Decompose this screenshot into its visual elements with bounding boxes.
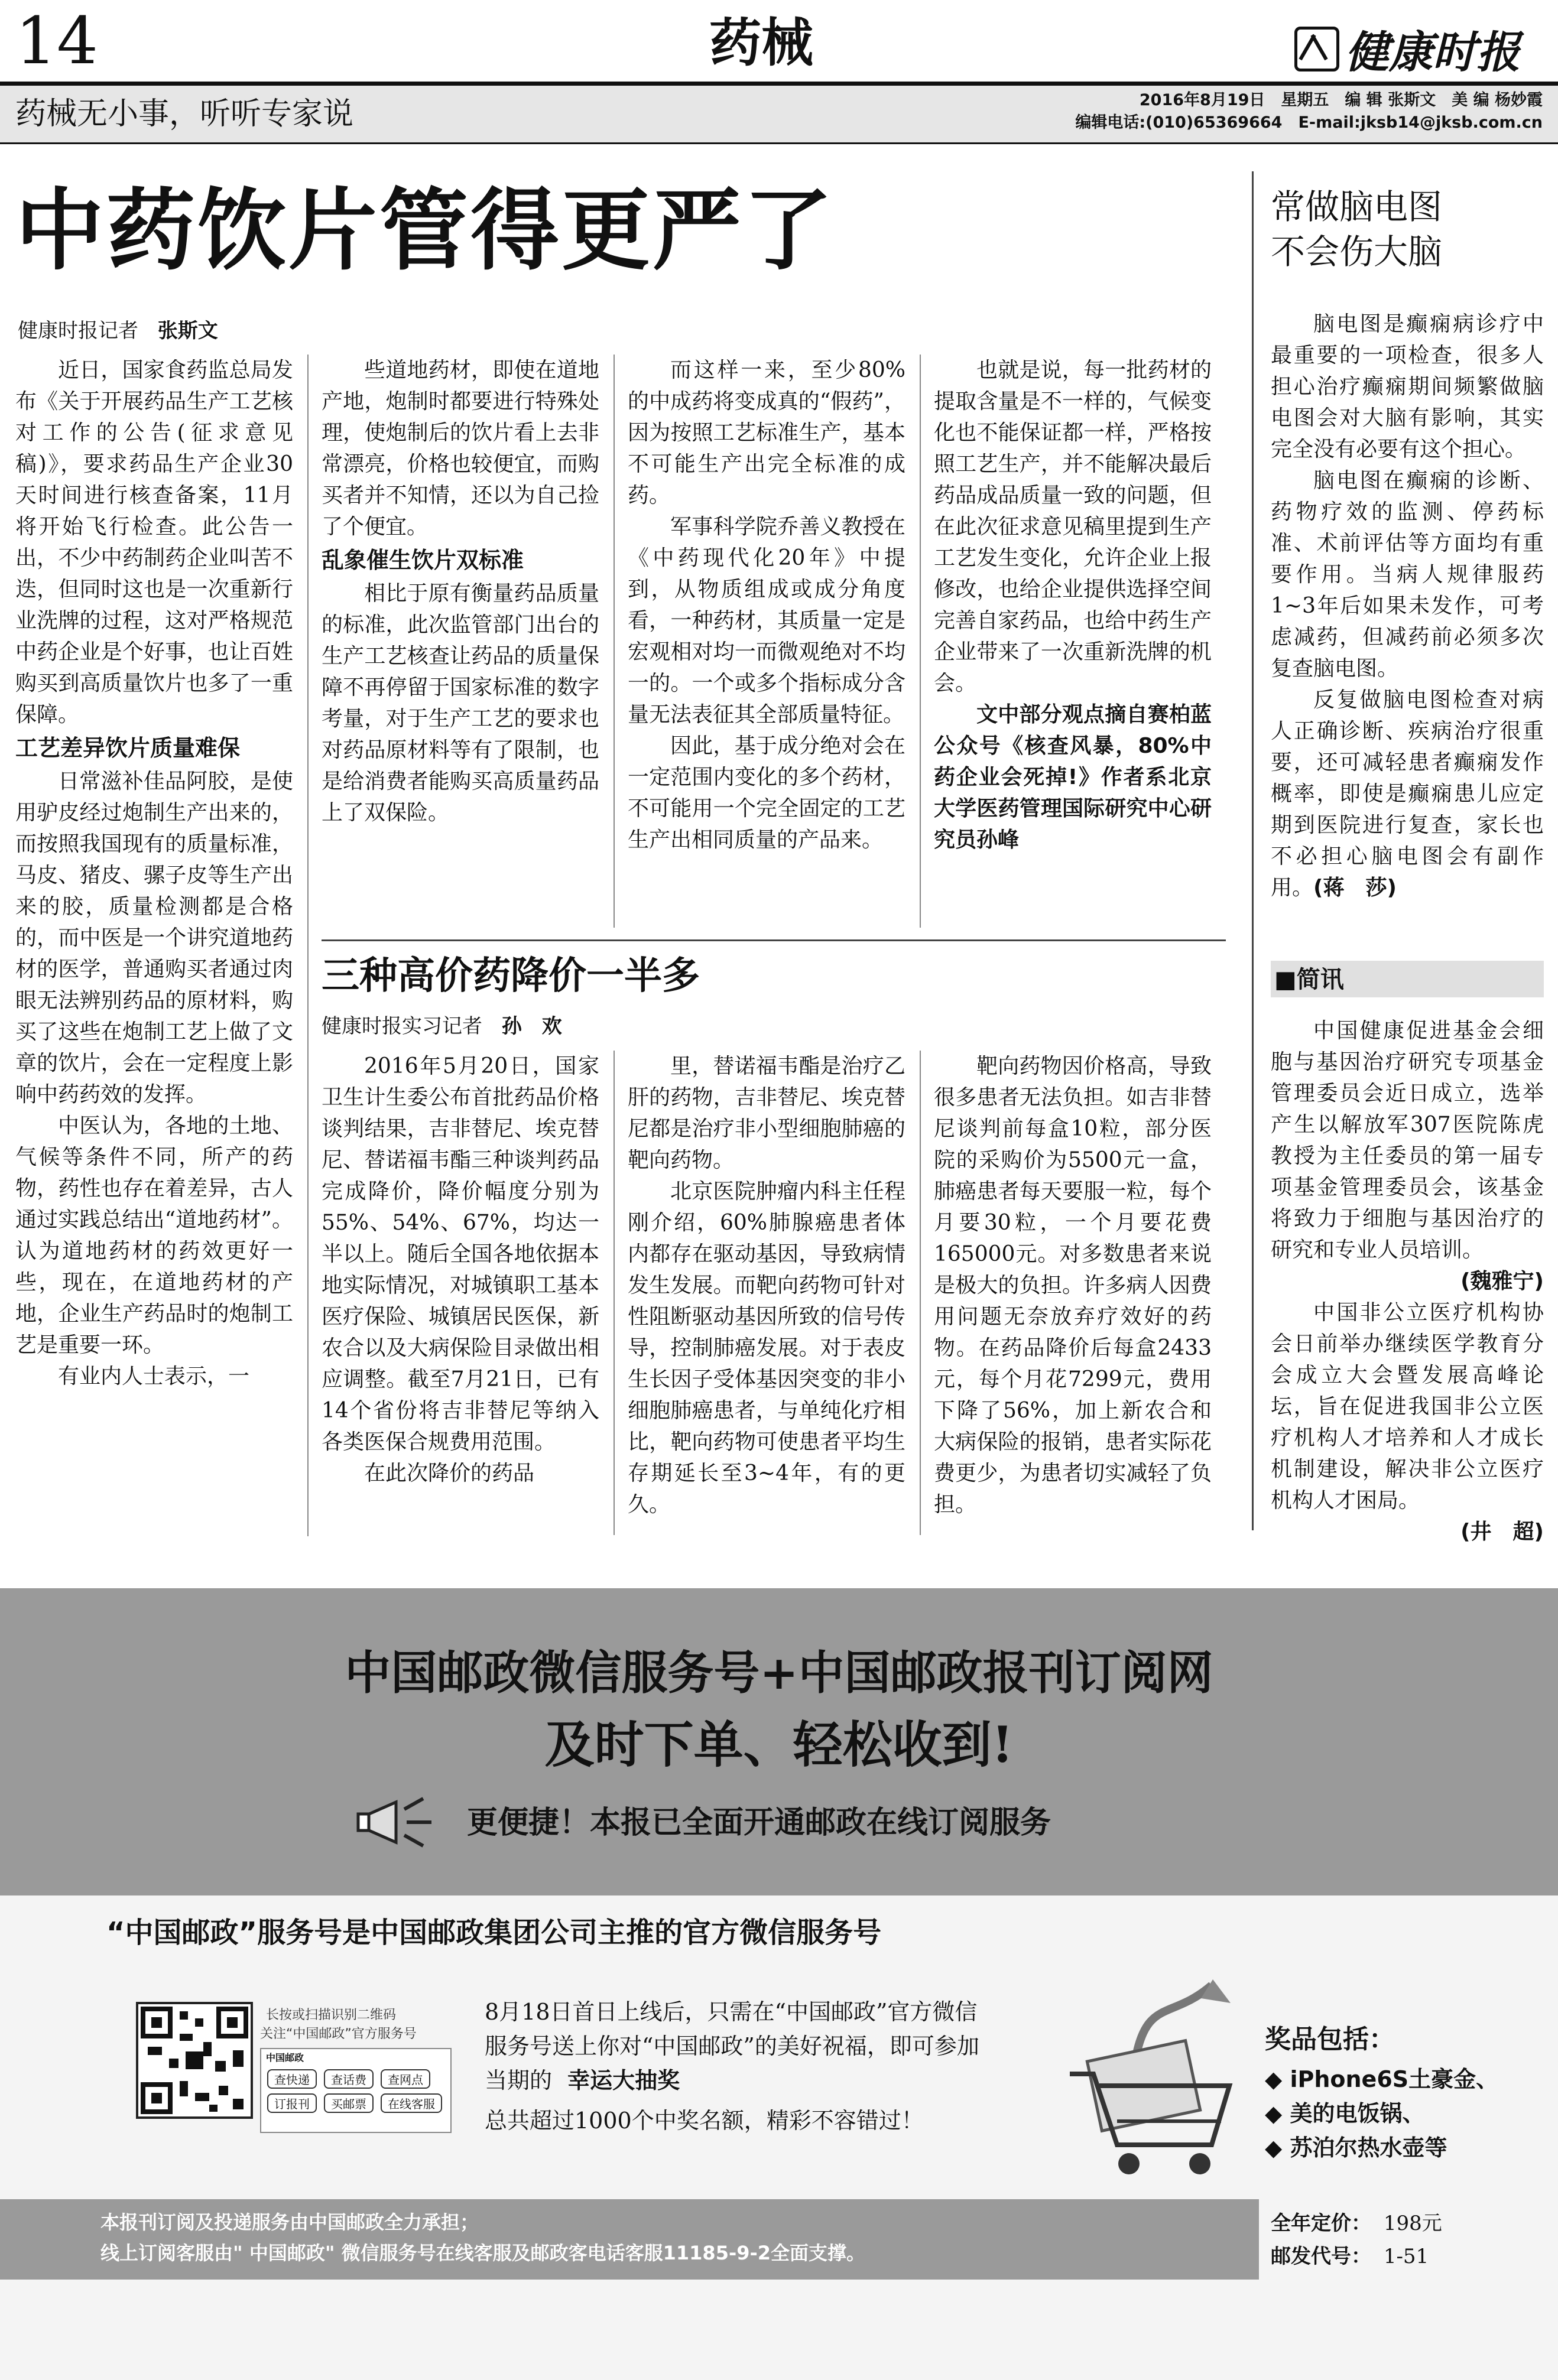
lead-subhead-1: 工艺差异饮片质量难保 bbox=[15, 735, 241, 761]
price-value: 198元 bbox=[1383, 2212, 1442, 2235]
lead-paragraph: 军事科学院乔善义教授在《中药现代化20年》中提到，从物质组成或成分角度看，一种药材，其质量一定是宏观相对均一而微观绝对不均一的。一个或多个指标成分含量无法表征其全部质量特征。 bbox=[628, 515, 905, 727]
diamond-bullet-icon: ◆ bbox=[1265, 2101, 1290, 2127]
lead-source-note: 文中部分观点摘自赛柏蓝公众号《核查风暴，80%中药企业会死掉!》作者系北京大学医药管理国际研究中心研究员孙峰 bbox=[934, 703, 1212, 852]
ad-headline-2: 及时下单、轻松收到! bbox=[544, 1715, 1014, 1774]
postal-code-value: 1-51 bbox=[1383, 2245, 1429, 2268]
second-byline-role: 健康时报实习记者 bbox=[322, 1015, 482, 1038]
lead-paragraph: 有业内人士表示，一 bbox=[58, 1364, 250, 1389]
menu-item[interactable]: 查话费 bbox=[324, 2069, 374, 2089]
brief-paragraph: 中国健康促进基金会细胞与基因治疗研究专项基金管理委员会近日成立，选举产生以解放军307医院陈虎教授为主任委员的第一届专项基金管理委员会，该基金将致力于细胞与基因治疗的研究和专业人员培训。 bbox=[1271, 1019, 1544, 1262]
newspaper-logo bbox=[1294, 18, 1520, 80]
column-divider bbox=[920, 1051, 921, 1535]
ad-footer-line-2: 线上订阅客服由" 中国邮政" 微信服务号在线客服及邮政客电话客服11185-9-2全面支撑。 bbox=[100, 2242, 866, 2264]
qr-caption-2: 关注“中国邮政”官方服务号 bbox=[260, 2027, 417, 2041]
lead-headline: 中药饮片管得更严了 bbox=[15, 178, 835, 282]
ad-headline-1: 中国邮政微信服务号+中国邮政报刊订阅网 bbox=[345, 1646, 1213, 1700]
lead-paragraph: 近日，国家食药监总局发布《关于开展药品生产工艺核对工作的公告(征求意见稿)》，要求药品生产企业30天时间进行核查备案，11月将开始飞行检查。此公告一出，不少中药制药企业叫苦不迭，但同时这也是一次重新行业洗牌的过程，这对严格规范中药企业是个好事，也让百姓购买到高质量饮片也多了一重保障。 bbox=[15, 358, 293, 727]
sidebar-headline bbox=[1271, 184, 1442, 274]
sidebar-column bbox=[1271, 308, 1544, 903]
second-paragraph: 里，替诺福韦酯是治疗乙肝的药物，吉非替尼、埃克替尼都是治疗非小型细胞肺癌的靶向药物。 bbox=[628, 1054, 905, 1172]
post-logo: 中国邮政 bbox=[266, 2052, 304, 2063]
sidebar-headline-line2: 不会伤大脑 bbox=[1271, 232, 1443, 272]
date-editor-line: 2016年8月19日 星期五 编 辑 张斯文 美 编 杨妙霞 bbox=[1139, 91, 1543, 109]
second-byline-name: 孙 欢 bbox=[501, 1015, 562, 1038]
second-paragraph: 靶向药物因价格高，导致很多患者无法负担。如吉非替尼谈判前每盒10粒，部分医院的采购价为5500元一盒，肺癌患者每天要服一粒，每个月要30粒，一个月要花费165000元。对多数患者来说是极大的负担。许多病人因费用问题无奈放弃疗效好的药物。在药品降价后每盒2433元，每个月花7299元，费用下降了56%，加上新农合和大病保险的报销，患者实际花费更少，为患者切实减轻了负担。 bbox=[934, 1054, 1212, 1517]
sidebar-author: (蒋 莎) bbox=[1313, 876, 1397, 900]
diamond-bullet-icon: ◆ bbox=[1265, 2135, 1290, 2161]
second-headline: 三种高价药降价一半多 bbox=[322, 954, 700, 998]
postal-code-line bbox=[1271, 2241, 1429, 2272]
sidebar-paragraph: 脑电图是癫痫病诊疗中最重要的一项检查，很多人担心治疗癫痫期间频繁做脑电图会对大脑有影响，其实完全没有必要有这个担心。 bbox=[1271, 312, 1544, 461]
logo-emblem-icon bbox=[1294, 27, 1339, 71]
sidebar-divider bbox=[1252, 171, 1254, 1530]
prize-item bbox=[1265, 2096, 1537, 2131]
megaphone-icon bbox=[355, 1790, 443, 1855]
lead-paragraph: 相比于原有衡量药品质量的标准，此次监管部门出台的生产工艺核查让药品的质量保障不再停留于国家标准的数字考量，对于生产工艺的要求也对药品原材料等有了限制，也是给消费者能购买高质量药品上了双保险。 bbox=[322, 581, 599, 825]
lead-paragraph: 而这样一来，至少80%的中成药将变成真的“假药”，因为按照工艺标准生产，基本不可能生产出完全标准的成药。 bbox=[628, 358, 905, 508]
qr-code[interactable] bbox=[136, 2002, 253, 2119]
brief-paragraph: 中国非公立医疗机构协会日前举办继续医学教育分会成立大会暨发展高峰论坛，旨在促进我国非公立医疗机构人才培养和人才成长机制建设，解决非公立医疗机构人才困局。 bbox=[1271, 1300, 1544, 1513]
prize-count: 总共超过1000个中奖名额，精彩不容错过！ bbox=[485, 2108, 924, 2134]
prize-item bbox=[1265, 2062, 1537, 2096]
lead-subhead-2: 乱象催生饮片双标准 bbox=[322, 547, 524, 573]
lottery-body: 8月18日首日上线后，只需在“中国邮政”官方微信服务号送上你对“中国邮政”的美好祝福，即可参加当期的 bbox=[485, 1999, 979, 2093]
second-article-rule bbox=[322, 939, 1226, 941]
sidebar-paragraph bbox=[1271, 684, 1544, 903]
lead-byline-role: 健康时报记者 bbox=[18, 319, 138, 343]
second-paragraph: 北京医院肿瘤内科主任程刚介绍，60%肺腺癌患者体内都存在驱动基因，导致病情发生发展。而靶向药物可针对性阻断驱动基因所致的信号传导，控制肺癌发展。对于表皮生长因子受体基因突变的非小细胞肺癌患者，与单纯化疗相比，靶向药物可使患者平均生存期延长至3~4年，有的更久。 bbox=[628, 1179, 905, 1517]
prizes-title: 奖品包括： bbox=[1265, 2024, 1395, 2054]
logo-text: 健康时报 bbox=[1345, 27, 1520, 78]
lead-paragraph: 些道地药材，即使在道地产地，炮制时都要进行特殊处理，使炮制后的饮片看上去非常漂亮，价格也较便宜，而购买者并不知情，还以为自己捡了个便宜。 bbox=[322, 358, 599, 539]
wechat-menu-mockup bbox=[260, 2048, 452, 2133]
page-number: 14 bbox=[15, 3, 98, 79]
page-tagline: 药械无小事，听听专家说 bbox=[15, 96, 354, 132]
ad-intro: “中国邮政”服务号是中国邮政集团公司主推的官方微信服务号 bbox=[106, 1916, 882, 1949]
lead-paragraph: 因此，基于成分绝对会在一定范围内变化的多个药材，不可能用一个完全固定的工艺生产出相同质量的产品来。 bbox=[628, 734, 905, 852]
prize-item-label: iPhone6S土豪金、 bbox=[1290, 2066, 1499, 2092]
prize-item-label: 苏泊尔热水壶等 bbox=[1290, 2135, 1447, 2161]
sidebar-headline-line1: 常做脑电图 bbox=[1271, 187, 1443, 227]
menu-item[interactable]: 买邮票 bbox=[324, 2093, 374, 2113]
menu-item[interactable]: 查快递 bbox=[267, 2069, 317, 2089]
column-divider bbox=[920, 355, 921, 928]
second-column-1 bbox=[322, 1051, 599, 1489]
lead-byline bbox=[18, 316, 218, 346]
menu-item[interactable]: 在线客服 bbox=[381, 2093, 442, 2113]
lead-byline-name: 张斯文 bbox=[157, 319, 218, 343]
prizes-block bbox=[1265, 2021, 1537, 2165]
lottery-text bbox=[485, 1995, 999, 2098]
header-rule-top bbox=[0, 82, 1558, 86]
prize-item-label: 美的电饭锅、 bbox=[1290, 2101, 1425, 2127]
lead-paragraph: 日常滋补佳品阿胶，是使用驴皮经过炮制生产出来的，而按照我国现有的质量标准，马皮、猪皮、骡子皮等生产出来的胶，质量检测都是合格的，而中医是一个讲究道地药材的医学，普通购买者通过肉眼无法辨别药品的原材料，购买了这些在炮制工艺上做了文章的饮片，会在一定程度上影响中药药效的发挥。 bbox=[15, 769, 293, 1107]
header-rule-bottom bbox=[0, 142, 1558, 144]
brief-author-1: (魏雅宁) bbox=[1460, 1269, 1544, 1293]
second-paragraph: 在此次降价的药品 bbox=[364, 1461, 535, 1485]
contact-line: 编辑电话:(010)65369664 E-mail:jksb14@jksb.com.cn bbox=[1075, 113, 1543, 132]
price-line bbox=[1271, 2207, 1442, 2239]
lottery-emphasis: 幸运大抽奖 bbox=[567, 2067, 680, 2093]
column-divider bbox=[614, 355, 615, 928]
lead-column-3 bbox=[628, 355, 905, 856]
ad-footer-line-1: 本报刊订阅及投递服务由中国邮政全力承担； bbox=[100, 2211, 479, 2233]
lead-column-1 bbox=[15, 355, 293, 1392]
gift-cart-illustration bbox=[1058, 1973, 1247, 2186]
second-byline bbox=[322, 1012, 562, 1041]
sidebar-paragraph: 脑电图在癫痫的诊断、药物疗效的监测、停药标准、术前评估等方面均有重要作用。当病人规律服药1~3年后如果未发作，可考虑减药，但减药前必须多次复查脑电图。 bbox=[1271, 469, 1544, 681]
menu-grid bbox=[261, 2067, 450, 2115]
lead-paragraph: 也就是说，每一批药材的提取含量是不一样的，气候变化也不能保证都一样，严格按照工艺生产，并不能解决最后药品成品质量一致的问题，但在此次征求意见稿里提到生产工艺发生变化，允许企业上报修改，也给企业提供选择空间完善自家药品，也给中药生产企业带来了一次重新洗牌的机会。 bbox=[934, 358, 1212, 695]
prize-item bbox=[1265, 2131, 1537, 2165]
second-paragraph: 2016年5月20日，国家卫生计生委公布首批药品价格谈判结果，吉非替尼、埃克替尼、替诺福韦酯三种谈判药品完成降价，降价幅度分别为55%、54%、67%，均达一半以上。随后全国各地依据本地实际情况，对城镇职工基本医疗保险、城镇居民医保，新农合以及大病保险目录做出相应调整。截至7月21日，已有14个省份将吉非替尼等纳入各类医保合规费用范围。 bbox=[322, 1054, 599, 1454]
ad-slogan: 更便捷！本报已全面开通邮政在线订阅服务 bbox=[467, 1805, 1051, 1841]
diamond-bullet-icon: ◆ bbox=[1265, 2066, 1290, 2092]
section-title: 药械 bbox=[709, 12, 814, 73]
brief-author-2: (井 超) bbox=[1460, 1520, 1544, 1544]
second-column-3 bbox=[934, 1051, 1212, 1520]
qr-caption-1: 长按或扫描识别二维码 bbox=[266, 2008, 397, 2023]
lead-paragraph: 中医认为，各地的土地、气候等条件不同，所产的药物，药性也存在着差异，古人通过实践总结出“道地药材”。认为道地药材的药效更好一些，现在，在道地药材的产地，企业生产药品时的炮制工艺是重要一环。 bbox=[15, 1114, 293, 1357]
lead-column-4 bbox=[934, 355, 1212, 856]
brief-column bbox=[1271, 1015, 1544, 1547]
sidebar-paragraph-text: 反复做脑电图检查对病人正确诊断、疾病治疗很重要，还可减轻患者癫痫发作概率，即使是癫痫患儿应定期到医院进行复查，家长也不必担心脑电图会有副作用。 bbox=[1271, 688, 1544, 900]
price-label: 全年定价： bbox=[1271, 2212, 1371, 2235]
menu-item[interactable]: 查网点 bbox=[381, 2069, 430, 2089]
postal-code-label: 邮发代号： bbox=[1271, 2245, 1371, 2268]
column-divider bbox=[614, 1051, 615, 1535]
column-divider bbox=[307, 355, 309, 1536]
brief-title: ■简讯 bbox=[1274, 966, 1344, 993]
lead-column-2 bbox=[322, 355, 599, 828]
second-column-2 bbox=[628, 1051, 905, 1520]
menu-item[interactable]: 订报刊 bbox=[267, 2093, 317, 2113]
